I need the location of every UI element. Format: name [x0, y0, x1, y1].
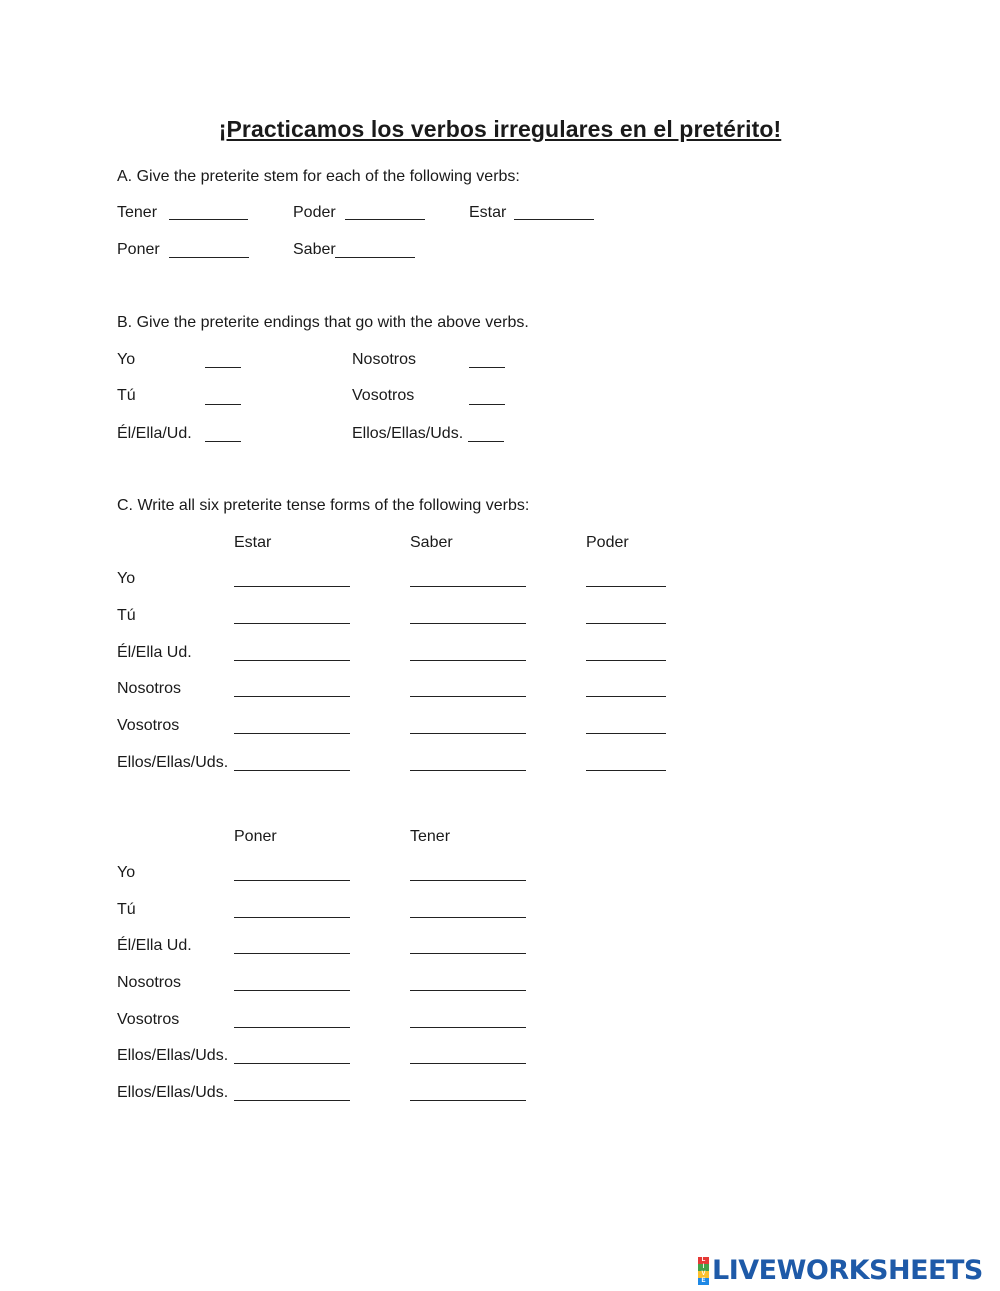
stem-label-estar: Estar	[469, 204, 507, 221]
stem-label-poder: Poder	[293, 204, 336, 221]
liveworksheets-logo	[698, 1257, 983, 1285]
table2-answer-blank[interactable]	[234, 953, 350, 954]
stem-blank-saber[interactable]	[335, 257, 415, 258]
table2-answer-blank[interactable]	[410, 1027, 526, 1028]
logo-letter: I	[698, 1264, 709, 1271]
table1-answer-blank[interactable]	[586, 660, 666, 661]
table1-answer-blank[interactable]	[586, 733, 666, 734]
stem-label-poner: Poner	[117, 241, 160, 258]
ending-label-el: Él/Ella/Ud.	[117, 425, 192, 442]
ending-blank-ellos[interactable]	[468, 441, 504, 442]
ending-blank-vosotros[interactable]	[469, 404, 505, 405]
table2-answer-blank[interactable]	[410, 953, 526, 954]
table1-answer-blank[interactable]	[410, 733, 526, 734]
table2-row-label: Vosotros	[117, 1011, 180, 1028]
table1-row-label: Él/Ella Ud.	[117, 644, 192, 661]
ending-label-nosotros: Nosotros	[352, 351, 417, 368]
logo-letter: L	[698, 1257, 709, 1264]
table1-header-estar: Estar	[234, 534, 272, 551]
logo-text: LIVEWORKSHEETS	[712, 1255, 983, 1286]
table2-answer-blank[interactable]	[234, 1063, 350, 1064]
ending-blank-tu[interactable]	[205, 404, 241, 405]
table1-row-label: Vosotros	[117, 717, 180, 734]
ending-label-vosotros: Vosotros	[352, 387, 415, 404]
live-blocks-icon	[698, 1257, 709, 1285]
stem-blank-tener[interactable]	[169, 219, 248, 220]
table2-answer-blank[interactable]	[234, 990, 350, 991]
table2-row-label: Ellos/Ellas/Uds.	[117, 1047, 229, 1064]
table1-answer-blank[interactable]	[234, 770, 350, 771]
table2-answer-blank[interactable]	[410, 880, 526, 881]
table2-header-tener: Tener	[410, 828, 451, 845]
logo-letter: E	[698, 1278, 709, 1285]
section-b-instruction: B. Give the preterite endings that go with the above verbs.	[117, 314, 529, 331]
ending-blank-el[interactable]	[205, 441, 241, 442]
table2-header-poner: Poner	[234, 828, 277, 845]
table2-answer-blank[interactable]	[410, 917, 526, 918]
table1-answer-blank[interactable]	[234, 623, 350, 624]
table2-answer-blank[interactable]	[234, 917, 350, 918]
table2-row-label: Él/Ella Ud.	[117, 937, 192, 954]
ending-label-ellos: Ellos/Ellas/Uds.	[352, 425, 464, 442]
table2-answer-blank[interactable]	[234, 1027, 350, 1028]
table1-row-label: Ellos/Ellas/Uds.	[117, 754, 229, 771]
table1-answer-blank[interactable]	[410, 696, 526, 697]
table2-answer-blank[interactable]	[410, 1100, 526, 1101]
table1-header-saber: Saber	[410, 534, 453, 551]
table1-answer-blank[interactable]	[410, 770, 526, 771]
table2-answer-blank[interactable]	[410, 1063, 526, 1064]
table2-row-label: Ellos/Ellas/Uds.	[117, 1084, 229, 1101]
table1-answer-blank[interactable]	[586, 586, 666, 587]
table1-answer-blank[interactable]	[234, 660, 350, 661]
table1-answer-blank[interactable]	[586, 696, 666, 697]
stem-blank-poner[interactable]	[169, 257, 249, 258]
section-c-instruction: C. Write all six preterite tense forms of the following verbs:	[117, 497, 530, 514]
table1-row-label: Nosotros	[117, 680, 182, 697]
table2-answer-blank[interactable]	[234, 1100, 350, 1101]
table1-answer-blank[interactable]	[234, 586, 350, 587]
table2-row-label: Tú	[117, 901, 136, 918]
table1-row-label: Tú	[117, 607, 136, 624]
logo-letter: V	[698, 1271, 709, 1278]
table1-row-label: Yo	[117, 570, 136, 587]
ending-blank-yo[interactable]	[205, 367, 241, 368]
ending-label-tu: Tú	[117, 387, 136, 404]
section-a-instruction: A. Give the preterite stem for each of the following verbs:	[117, 168, 520, 185]
stem-label-tener: Tener	[117, 204, 158, 221]
stem-blank-estar[interactable]	[514, 219, 594, 220]
table2-row-label: Yo	[117, 864, 136, 881]
table1-answer-blank[interactable]	[410, 623, 526, 624]
stem-label-saber: Saber	[293, 241, 336, 258]
ending-label-yo: Yo	[117, 351, 136, 368]
table2-answer-blank[interactable]	[234, 880, 350, 881]
table1-answer-blank[interactable]	[234, 696, 350, 697]
table1-answer-blank[interactable]	[586, 770, 666, 771]
table1-answer-blank[interactable]	[586, 623, 666, 624]
page-title: ¡Practicamos los verbos irregulares en el pretérito!	[218, 116, 782, 142]
table1-header-poder: Poder	[586, 534, 629, 551]
ending-blank-nosotros[interactable]	[469, 367, 505, 368]
table1-answer-blank[interactable]	[234, 733, 350, 734]
stem-blank-poder[interactable]	[345, 219, 425, 220]
table1-answer-blank[interactable]	[410, 660, 526, 661]
table2-row-label: Nosotros	[117, 974, 182, 991]
table2-answer-blank[interactable]	[410, 990, 526, 991]
table1-answer-blank[interactable]	[410, 586, 526, 587]
